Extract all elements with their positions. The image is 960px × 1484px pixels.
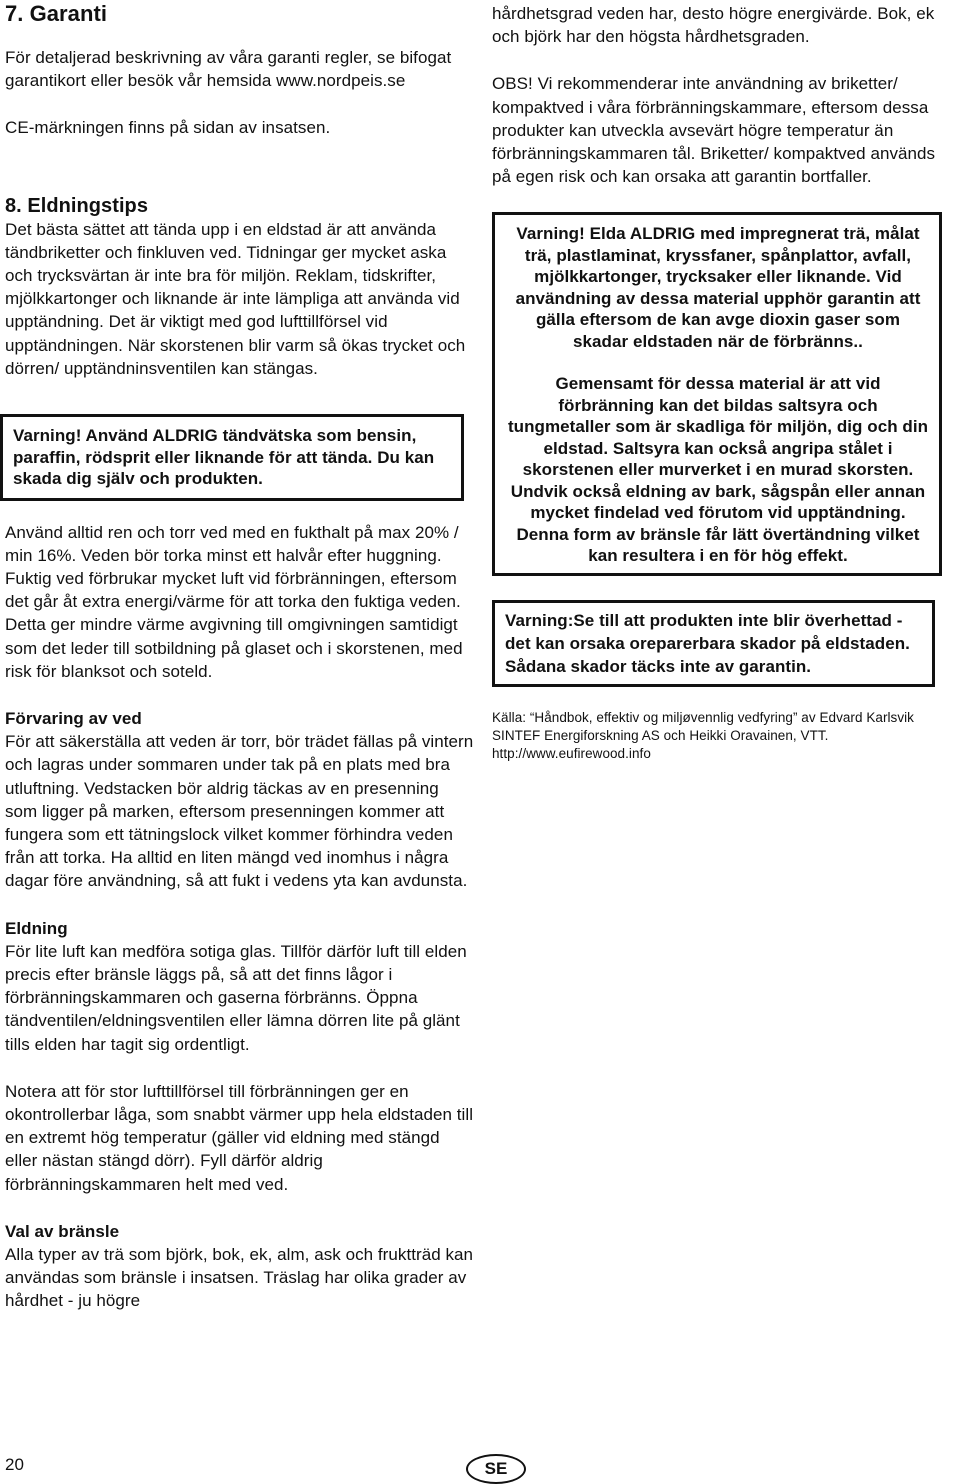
warning-text-overhettad: Varning:Se till att produkten inte blir överhettad - det kan orsaka oreparerbara skador på eldstaden. Sådana skador täcks inte av garantin. [505, 610, 910, 676]
section-title-garanti: 7. Garanti [5, 1, 107, 26]
warning-text-impregnerat: Varning! Elda ALDRIG med impregnerat trä, målat trä, plastlaminat, kryssfaner, spånplattor, avfall, mjölkkartonger, trycksaker eller liknande. Vid användning av dessa material upphör garantin att gälla eftersom de kan avge dioxin gaser som skadar eldstaden när de förbränns.. [515, 224, 921, 351]
ved-paragraph: Använd alltid ren och torr ved med en fukthalt på max 20% / min 16%. Veden bör torka minst ett halvår efter huggning. Fuktig ved förbrukar mycket luft vid förbränningen, eftersom det går åt extra energi/värme för att torka den fuktiga veden. Detta ger mindre värme avgivning till omgivningen samtidigt som det leder till sotbildning på glaset och i skorstenen, med risk för blanksot och soteld. [5, 522, 463, 681]
warning-box-overhettad [492, 600, 935, 687]
val-av-bransle-paragraph: Alla typer av trä som björk, bok, ek, alm, ask och fruktträd kan användas som bränsle i insatsen. Träslag har olika grader av hårdhet - ju högre [5, 1245, 474, 1311]
left-column [5, 0, 475, 1313]
warning-box-tandvatska [0, 414, 464, 501]
warning-text-saltsyra: Gemensamt för dessa material är att vid förbränning kan det bildas saltsyra och tungmetaller som är skadliga för miljön, dig och din eldstad. Saltsyra kan också angripa stålet i skorstenen eller murverket i en murad skorsten. Undvik också eldning av bark, sågspån eller annan mycket findelad ved förutom vid upptändning. Denna form av bränsle får lätt övertändning vilket kan resultera i en för hög effekt. [507, 374, 929, 566]
eldningstips-paragraph: Det bästa sättet att tända upp i en eldstad är att använda tändbriketter och finkluven ved. Tidningar ger mycket aska och trycksvärtan är inte bra för miljön. Reklam, tidskrifter, mjölkkartonger och liknande är inte lämpliga att använda vid upptändning. Det är viktigt med god lufttillförsel vid upptändningen. När skorstenen blir varm så ökas trycket och dörren/ upptändninsventilen kan stängas. [5, 219, 466, 378]
ce-marking-paragraph: CE-märkningen finns på sidan av insatsen. [5, 118, 331, 138]
notera-paragraph: Notera att för stor lufttillförsel till förbränningen ger en okontrollerbar låga, som snabbt värmer upp hela eldstaden till en extremt hög temperatur (gäller vid eldning med stängd eller nästan stängd dörr). Fyll därför aldrig förbränningskammaren helt med ved. [5, 1081, 474, 1194]
page-number: 20 [5, 1455, 24, 1474]
obs-paragraph: OBS! Vi rekommenderar inte användning av briketter/ kompaktved i våra förbränningskammare, eftersom dessa produkter kan utveckla avsevärt högre temperatur än förbränningskammaren tål. Briketter/ kompaktved används på egen risk och kan orsaka att garantin bortfaller. [492, 74, 936, 187]
garanti-paragraph: För detaljerad beskrivning av våra garanti regler, se bifogat garantikort eller besök vår hemsida www.nordpeis.se [5, 48, 452, 91]
warning-text-tandvatska: Varning! Använd ALDRIG tändvätska som bensin, paraffin, rödsprit eller liknande för att tända. Du kan skada dig själv och produkten. [13, 426, 435, 489]
source-note: Källa: “Håndbok, effektiv og miljøvennlig vedfyring” av Edvard Karlsvik SINTEF Energiforskning AS och Heikki Oravainen, VTT. http://www.eufirewood.info [492, 709, 914, 761]
forvaring-paragraph: För att säkerställa att veden är torr, bör trädet fällas på vintern och lagras under sommaren under tak på en plats med bra utluftning. Vedstacken bör aldrig täckas av en presenning som ligger på marken, eftersom presenningen kommer att fungera som ett tätningslock vilket kommer förhindra veden från att torka. Ha alltid en liten mängd ved inomhus i några dagar före användning, så att fukt i vedens yta kan avdunsta. [5, 732, 474, 891]
subheading-forvaring: Förvaring av ved [5, 708, 142, 728]
language-badge: SE [466, 1454, 526, 1484]
right-column [492, 2, 954, 763]
subheading-eldning: Eldning [5, 918, 68, 938]
section-title-eldningstips: 8. Eldningstips [5, 194, 148, 217]
eldning-paragraph: För lite luft kan medföra sotiga glas. Tillför därför luft till elden precis efter bränsle läggs på, så att det finns lågor i förbränningskammaren och gaserna förbränns. Öppna tändventilen/eldningsventilen eller lämna dörren lite på glänt tills elden har tagit sig ordentligt. [5, 941, 467, 1054]
subheading-val-av-bransle: Val av bränsle [5, 1221, 120, 1241]
warning-box-impregnerat [492, 212, 942, 576]
hardhet-paragraph: hårdhetsgrad veden har, desto högre energivärde. Bok, ek och björk har den högsta hårdhetsgraden. [492, 4, 935, 47]
